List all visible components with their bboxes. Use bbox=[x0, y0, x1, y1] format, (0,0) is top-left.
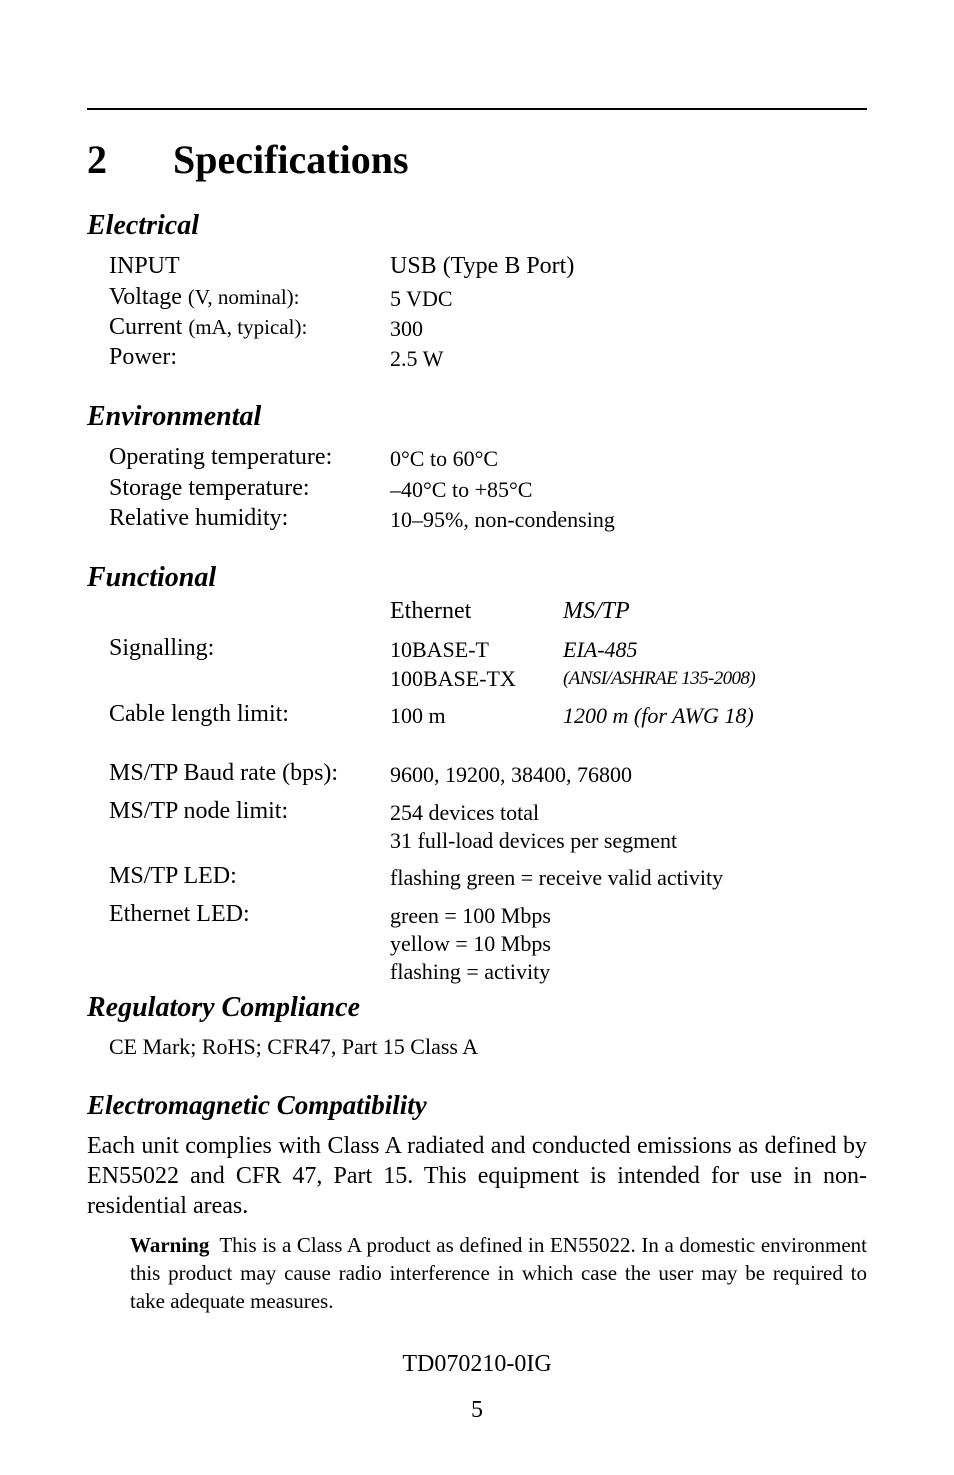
electrical-heading: Electrical bbox=[87, 210, 199, 241]
voltage-value: 5 VDC bbox=[390, 286, 453, 311]
current-label bbox=[109, 314, 307, 341]
storage-temp-value: –40°C to +85°C bbox=[390, 477, 533, 502]
cable-length-ethernet: 100 m bbox=[390, 703, 446, 728]
node-limit-value-1: 254 devices total bbox=[390, 800, 540, 825]
signalling-label: Signalling: bbox=[109, 635, 215, 661]
input-value: USB (Type B Port) bbox=[390, 253, 575, 279]
node-limit-label: MS/TP node limit: bbox=[109, 798, 289, 824]
operating-temp-label: Operating temperature: bbox=[109, 444, 333, 470]
voltage-label bbox=[109, 284, 300, 311]
document-id: TD070210-0IG bbox=[402, 1351, 552, 1377]
cable-length-label: Cable length limit: bbox=[109, 701, 289, 727]
emc-paragraph: Each unit complies with Class A radiated and conducted emissions as defined by EN55022 and CFR 47, Part 15. This equipment is intended for use in non-residential areas. bbox=[87, 1133, 867, 1219]
warning-label: Warning bbox=[130, 1233, 210, 1257]
top-rule bbox=[87, 108, 867, 110]
power-label: Power: bbox=[109, 344, 177, 370]
baud-rate-label: MS/TP Baud rate (bps): bbox=[109, 760, 339, 786]
voltage-label-text: Voltage bbox=[109, 284, 182, 310]
ethernet-led-value-1: green = 100 Mbps bbox=[390, 903, 551, 928]
signalling-mstp-2: (ANSI/ASHRAE 135-2008) bbox=[563, 668, 756, 689]
environmental-heading: Environmental bbox=[87, 401, 262, 432]
input-label: INPUT bbox=[109, 253, 180, 279]
warning-text: This is a Class A product as defined in EN55022. In a domestic environment this product may cause radio interference in which case the user may be required to take adequate measures. bbox=[130, 1233, 867, 1313]
power-value: 2.5 W bbox=[390, 346, 444, 371]
humidity-value: 10–95%, non-condensing bbox=[390, 507, 615, 532]
column-header-mstp: MS/TP bbox=[563, 598, 630, 624]
page-number: 5 bbox=[471, 1397, 483, 1423]
current-label-text: Current bbox=[109, 314, 183, 340]
storage-temp-label: Storage temperature: bbox=[109, 475, 310, 501]
mstp-led-value: flashing green = receive valid activity bbox=[390, 865, 724, 890]
chapter-title: Specifications bbox=[173, 137, 409, 182]
ethernet-led-value-2: yellow = 10 Mbps bbox=[390, 931, 551, 956]
current-value: 300 bbox=[390, 316, 423, 341]
mstp-led-label: MS/TP LED: bbox=[109, 863, 237, 889]
humidity-label: Relative humidity: bbox=[109, 505, 289, 531]
current-unit: (mA, typical): bbox=[188, 315, 308, 339]
regulatory-heading: Regulatory Compliance bbox=[87, 992, 360, 1023]
node-limit-value-2: 31 full-load devices per segment bbox=[390, 828, 678, 853]
operating-temp-value: 0°C to 60°C bbox=[390, 446, 499, 471]
baud-rate-value: 9600, 19200, 38400, 76800 bbox=[390, 762, 632, 787]
cable-length-mstp: 1200 m (for AWG 18) bbox=[563, 703, 754, 728]
functional-heading: Functional bbox=[87, 562, 217, 593]
signalling-ethernet-1: 10BASE-T bbox=[390, 637, 489, 662]
voltage-unit: (V, nominal): bbox=[187, 285, 300, 309]
column-header-ethernet: Ethernet bbox=[390, 598, 472, 624]
signalling-ethernet-2: 100BASE-TX bbox=[390, 666, 516, 691]
warning-block bbox=[130, 1231, 867, 1315]
emc-heading: Electromagnetic Compatibility bbox=[87, 1090, 427, 1120]
regulatory-text: CE Mark; RoHS; CFR47, Part 15 Class A bbox=[109, 1034, 479, 1059]
ethernet-led-label: Ethernet LED: bbox=[109, 901, 250, 927]
signalling-mstp-1: EIA-485 bbox=[563, 637, 638, 662]
ethernet-led-value-3: flashing = activity bbox=[390, 959, 551, 984]
chapter-number: 2 bbox=[87, 137, 107, 182]
